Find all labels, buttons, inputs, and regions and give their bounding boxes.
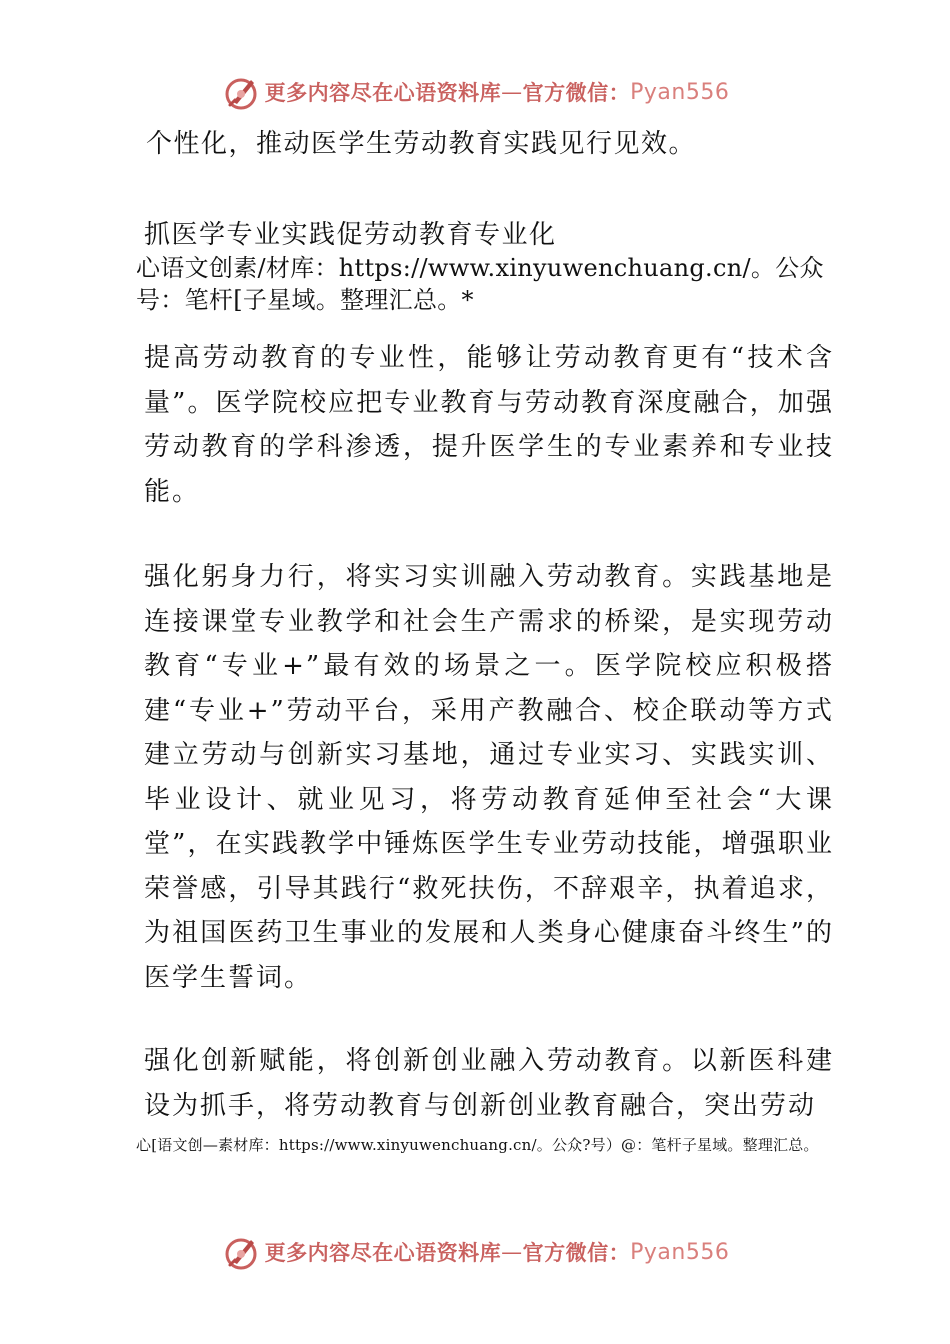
banner-wechat-id: Pyan556 — [630, 79, 730, 105]
banner-dash: — — [501, 1240, 523, 1264]
paragraph-1: 提高劳动教育的专业性，能够让劳动教育更有“技术含量”。医学院校应把专业教育与劳动教育深度融合，加强劳动教育的学科渗透，提升医学生的专业素养和专业技能。 — [144, 343, 834, 507]
banner-text: 更多内容尽在心语资料库 — [264, 81, 502, 105]
section-heading: 抓医学专业实践促劳动教育专业化 — [144, 220, 557, 250]
quill-seal-icon — [221, 1232, 261, 1272]
watermark-notice: 心语文创素/材库：https://www.xinyuwenchuang.cn/。公众号：笔杆[子星域。整理汇总。* — [136, 254, 824, 314]
text-line-first: 个性化，推动医学生劳动教育实践见行见效。 — [146, 129, 697, 159]
banner-text: 更多内容尽在心语资料库 — [264, 1241, 502, 1265]
footer-banner — [0, 1230, 950, 1274]
paragraph-3: 强化创新赋能，将创新创业融入劳动教育。以新医科建设为抓手，将劳动教育与创新创业教育融合，突出劳动 — [144, 1046, 834, 1121]
banner-label: 官方微信： — [522, 81, 631, 105]
header-banner — [0, 70, 950, 114]
quill-seal-icon — [221, 72, 261, 112]
paragraph-2: 强化躬身力行，将实习实训融入劳动教育。实践基地是连接课堂专业教学和社会生产需求的桥梁，是实现劳动教育“专业+”最有效的场景之一。医学院校应积极搭建“专业+”劳动平台，采用产教融合、校企联动等方式建立劳动与创新实习基地，通过专业实习、实践实训、毕业设计、就业见习，将劳动教育延伸至社会“大课堂”，在实践教学中锤炼医学生专业劳动技能，增强职业荣誉感，引导其践行“救死扶伤，不辞艰辛，执着追求，为祖国医药卫生事业的发展和人类身心健康奋斗终生”的医学生誓词。 — [144, 562, 834, 993]
footnote-watermark: 心[语文创—素材库：https://www.xinyuwenchuang.cn/。公众?号）@：笔杆子星域。整理汇总。 — [136, 1136, 819, 1154]
banner-dash: — — [501, 80, 523, 104]
banner-wechat-id: Pyan556 — [630, 1239, 730, 1265]
banner-label: 官方微信： — [522, 1241, 631, 1265]
